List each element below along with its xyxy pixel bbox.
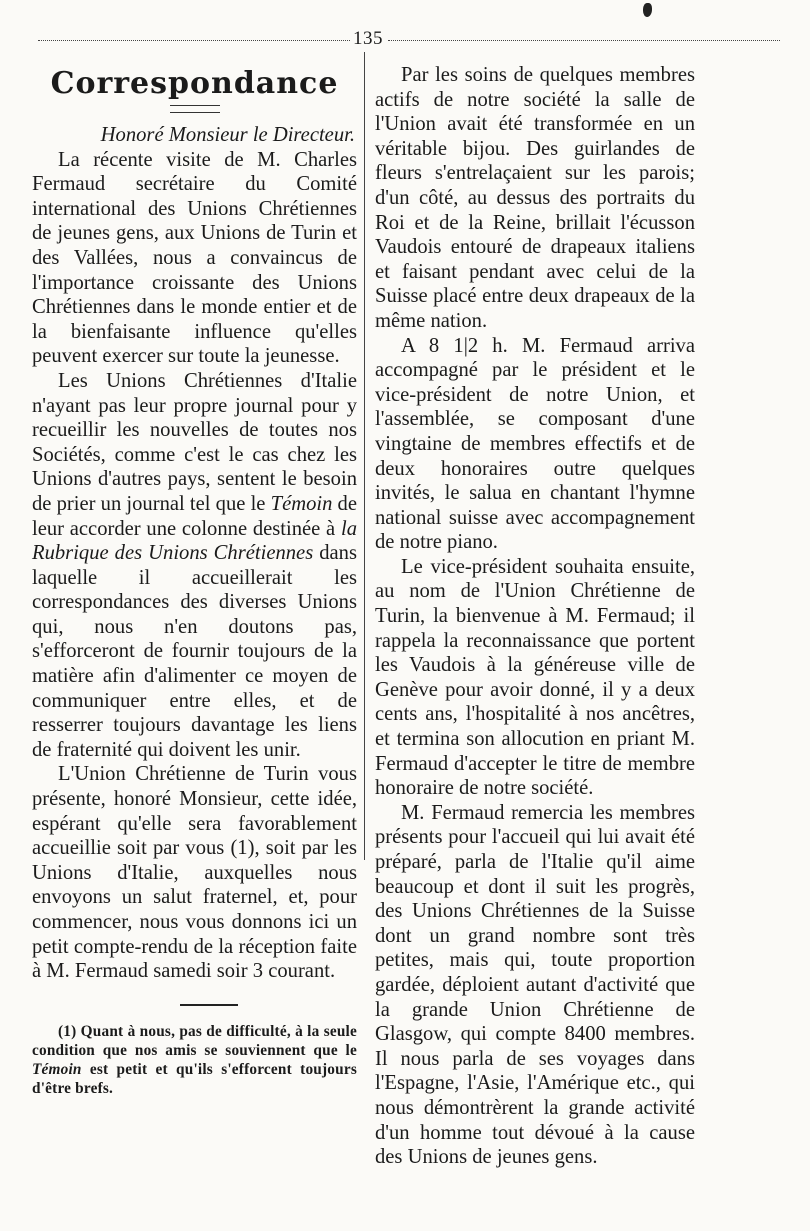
footnote-text: est petit et qu'ils s'efforcent toujours d'être brefs. <box>32 1060 357 1097</box>
page-number: 135 <box>353 28 383 49</box>
header-rule-right <box>388 40 780 41</box>
paragraph-arrival: A 8 1|2 h. M. Fermaud arriva accompagné par le président et le vice-président de notre Union, et l'assemblée, se composant d'une vingtaine de membres effectifs et de deux honoraires outre quelques invités, le salua en chantant l'hymne national suisse avec accompagnement de notre piano. <box>375 334 695 554</box>
ink-speck <box>643 3 652 17</box>
footnote-italic: Témoin <box>32 1060 82 1078</box>
paragraph-text: dans laquelle il accueillerait les correspondances des diverses Unions qui, nous n'en doutons pas, s'efforceront de fournir toujours de la matière afin d'alimenter ce moyen de communiquer entre elles, et de resserrer toujours davantage les liens de fraternité qui doivent les unir. <box>32 542 357 761</box>
italic-temoin: Témoin <box>270 492 333 515</box>
right-column <box>375 63 695 1170</box>
paragraph-visit: La récente visite de M. Charles Fermaud secrétaire du Comité international des Unions Chrétiennes de jeunes gens, aux Unions de Turin et des Vallées, nous a convaincus de l'importance croissante des Unions Chrétiennes dans le monde entier et de la bienfaisante influence qu'elles peuvent exercer sur toute la jeunesse. <box>32 148 357 368</box>
title-ornament <box>170 105 220 113</box>
paragraph-text: de leur accorder une colonne destinée à <box>32 492 357 540</box>
header-rule-left <box>38 40 350 41</box>
footnote <box>32 1022 357 1098</box>
italic-rubrique: la Rubrique des Unions Chrétiennes <box>32 517 357 565</box>
paragraph-welcome: Le vice-président souhaita ensuite, au nom de l'Union Chrétienne de Turin, la bienvenue à M. Fermaud; il rappela la reconnaissance que portent les Vaudois à la généreuse ville de Genève pour avoir donné, il y a deux cents ans, l'hospitalité à nos ancêtres, et termina son allocution en priant M. Fermaud d'accepter le titre de membre honoraire de notre société. <box>375 555 695 800</box>
article-title: Correspondance <box>50 66 339 101</box>
salutation: Honoré Monsieur le Directeur. <box>100 124 355 146</box>
footnote-text: (1) Quant à nous, pas de difficulté, à la seule condition que nos amis se souviennent que le <box>32 1022 357 1059</box>
left-column <box>32 64 357 1098</box>
footnote-separator <box>180 1004 238 1006</box>
paragraph-text: Les Unions Chrétiennes d'Italie n'ayant pas leur propre journal pour y recueillir les nouvelles de toutes nos Sociétés, comme c'est le cas chez les Unions d'autres pays, sentent le besoin de prier un journal tel que le <box>32 369 357 515</box>
paragraph-thanks: M. Fermaud remercia les membres présents pour l'accueil qui lui avait été préparé, parla de l'Italie qu'il aime beaucoup et dont il suit les progrès, des Unions Chrétiennes de la Suisse dont un grand nombre sont très petites, mais qui, toute proportion gardée, déploient autant d'activité que la grande Union Chrétienne de Glasgow, qui compte 8400 membres. Il nous parla de ses voyages dans l'Espagne, l'Asie, l'Amérique etc., qui nous démontrèrent la grande activité d'un homme tout dévoué à la cause des Unions de jeunes gens. <box>375 801 695 1169</box>
column-divider <box>364 52 365 860</box>
paragraph-decoration: Par les soins de quelques membres actifs de notre société la salle de l'Union avait été transformée en un véritable bijou. Des guirlandes de fleurs s'entrelaçaient sur les parois; d'un côté, au dessus des portraits du Roi et de la Reine, brillait l'écusson Vaudois entouré de drapeaux italiens et faisant pendant avec celui de la Suisse placé entre deux drapeaux de la même nation. <box>375 64 695 332</box>
paragraph-turin: L'Union Chrétienne de Turin vous présente, honoré Monsieur, cette idée, espérant qu'elle sera favorablement accueillie soit par vous (1), soit par les Unions d'Italie, auxquelles nous envoyons un salut fraternel, et, pour commencer, nous vous donnons ici un petit compte-rendu de la réception faite à M. Fermaud samedi soir 3 courant. <box>32 763 357 983</box>
paragraph-request <box>32 369 357 763</box>
